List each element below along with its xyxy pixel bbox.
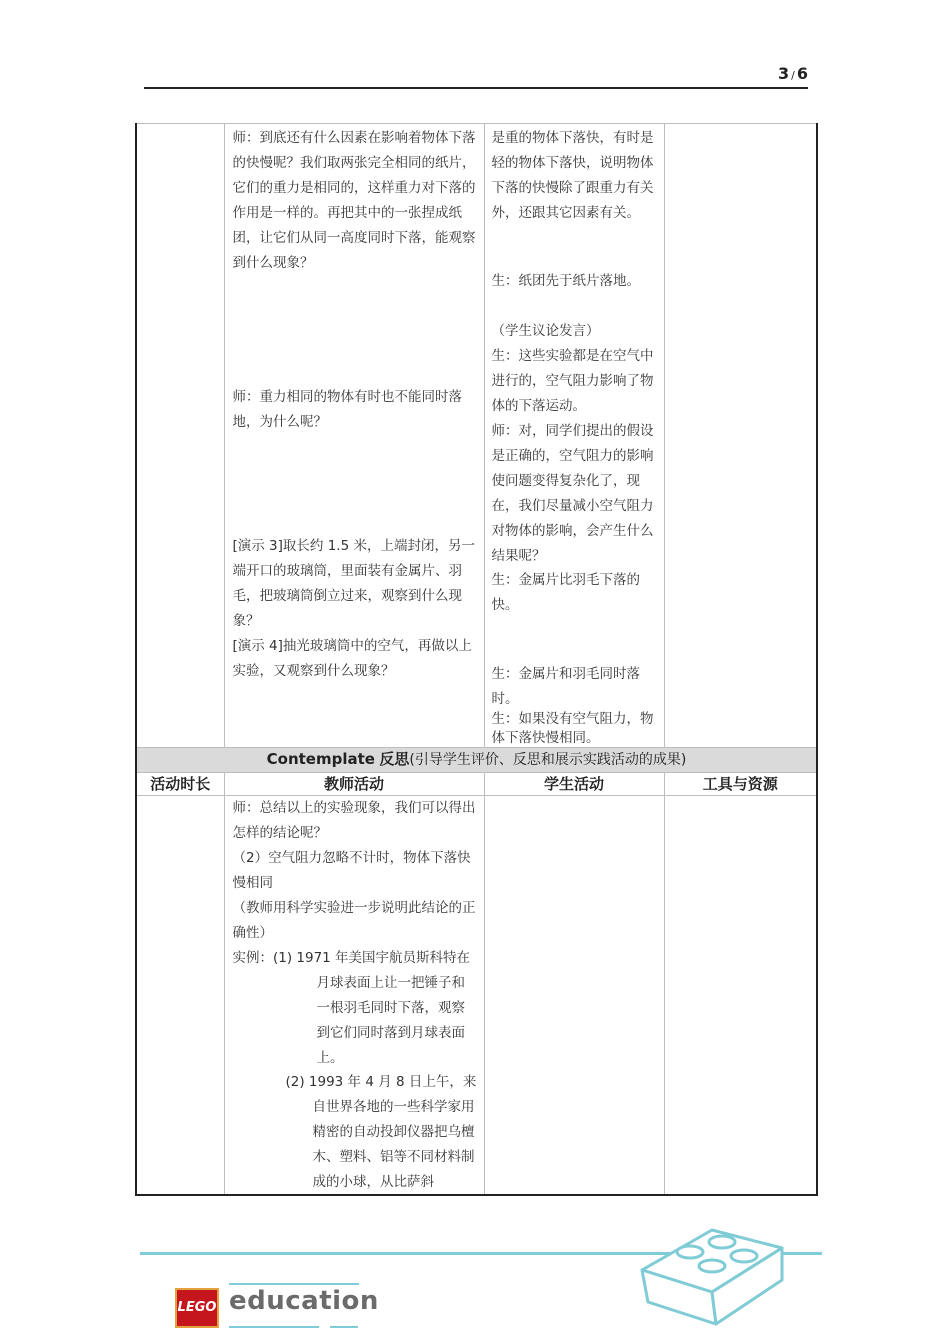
lego-logo: LEGO	[175, 1288, 219, 1328]
student-text: （学生议论发言）	[491, 323, 600, 339]
page-total: 6	[796, 64, 808, 83]
student-text: 生：如果没有空气阻力，物体下落快慢相同。	[491, 711, 654, 746]
section-title-en: Contemplate	[266, 750, 375, 768]
header-student: 学生活动	[484, 773, 664, 796]
section-row-contemplate	[136, 748, 817, 773]
teacher-text: [演示 4]抽光玻璃筒中的空气，再做以上实验，又观察到什么现象？	[232, 638, 472, 679]
page-separator: /	[791, 69, 795, 82]
logo-bottom-bar-short	[330, 1326, 358, 1328]
student-text: 师：对，同学们提出的假设是正确的，空气阻力的影响使问题变得复杂化了，现在，我们尽量减小空气阻力对物体的影响，会产生什么结果呢？	[491, 423, 654, 564]
student-text: 是重的物体下落快，有时是轻的物体下落快，说明物体下落的快慢除了跟重力有关外，还跟其它因素有关。	[491, 130, 654, 221]
column-header-row	[136, 773, 817, 796]
upper-activity-row	[136, 124, 817, 748]
teacher-text: （2）空气阻力忽略不计时，物体下落快慢相同	[232, 850, 471, 891]
teacher-text: [演示 3]取长约 1.5 米，上端封闭，另一端开口的玻璃筒，里面装有金属片、羽毛，把玻璃筒倒立过来，观察到什么现象？	[232, 538, 475, 629]
lower-time-cell	[136, 796, 224, 1196]
lower-teacher-cell	[224, 796, 484, 1196]
lower-student-cell	[484, 796, 664, 1196]
lesson-plan-table	[135, 123, 818, 1196]
page-current: 3	[778, 64, 790, 83]
logo-bottom-bar	[229, 1326, 319, 1328]
section-title	[136, 748, 817, 773]
teacher-text: 师：重力相同的物体有时也不能同时落地，为什么呢？	[232, 389, 462, 430]
teacher-text: 实例：(1) 1971 年美国宇航员斯科特在	[232, 950, 471, 966]
lego-brick-icon	[632, 1218, 832, 1328]
teacher-text: 自世界各地的一些科学家用精密的自动投卸仪器把乌檀木、塑料、铝等不同材料制成的小球，从比萨斜	[312, 1099, 475, 1190]
header-teacher: 教师活动	[224, 773, 484, 796]
page-number	[720, 64, 808, 83]
section-title-cn: 反思	[379, 750, 410, 768]
student-text: 生：纸团先于纸片落地。	[491, 273, 640, 289]
teacher-text: 师：到底还有什么因素在影响着物体下落的快慢呢？我们取两张完全相同的纸片，它们的重力是相同的，这样重力对下落的作用是一样的。再把其中的一张捏成纸团，让它们从同一高度同时下落，能观察到什么现象？	[232, 130, 476, 271]
upper-tools-cell	[664, 124, 817, 748]
teacher-text: 月球表面上让一把锤子和一根羽毛同时下落，观察到它们同时落到月球表面上。	[316, 975, 465, 1066]
education-wordmark: education	[229, 1286, 379, 1316]
logo-top-bar	[229, 1283, 359, 1285]
lower-activity-row	[136, 796, 817, 1196]
section-subtitle: (引导学生评价、反思和展示实践活动的成果)	[409, 752, 687, 768]
student-text: 生：金属片比羽毛下落的快。	[491, 572, 640, 613]
teacher-text: 师：总结以上的实验现象，我们可以得出怎样的结论呢？	[232, 800, 476, 841]
upper-time-cell	[136, 124, 224, 748]
header-rule	[144, 87, 808, 89]
teacher-text: (2) 1993 年 4 月 8 日上午，来	[285, 1074, 477, 1090]
upper-student-cell	[484, 124, 664, 748]
header-time: 活动时长	[136, 773, 224, 796]
lower-tools-cell	[664, 796, 817, 1196]
student-text: 生：金属片和羽毛同时落时。	[491, 666, 640, 707]
teacher-text: （教师用科学实验进一步说明此结论的正确性）	[232, 900, 476, 941]
header-tools: 工具与资源	[664, 773, 817, 796]
upper-teacher-cell	[224, 124, 484, 748]
student-text: 生：这些实验都是在空气中进行的，空气阻力影响了物体的下落运动。	[491, 348, 654, 414]
